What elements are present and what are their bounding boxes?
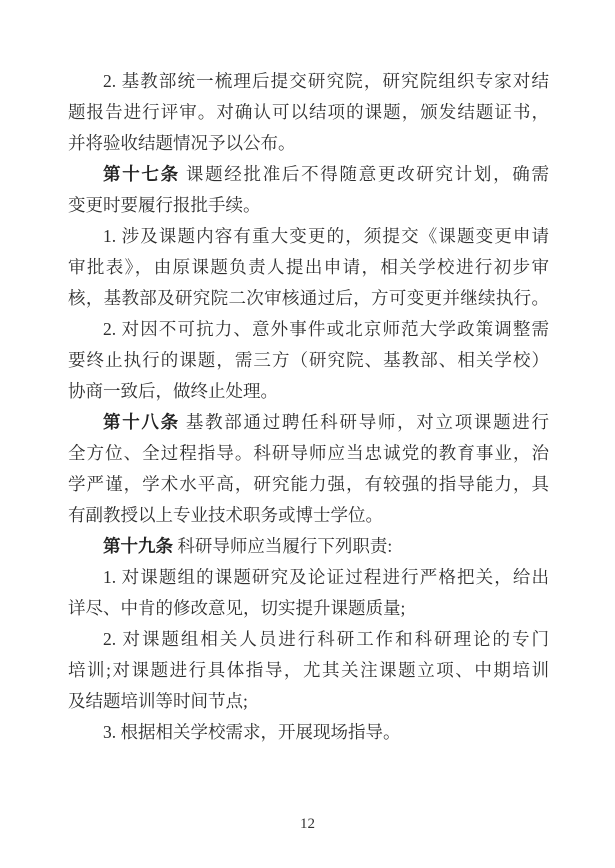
text-line-content: 详尽、中肯的修改意见，切实提升课题质量; (68, 598, 406, 618)
article-number: 第十八条 (103, 412, 180, 432)
text-line (68, 717, 549, 748)
text-line-content: 变更时要履行报批手续。 (68, 195, 261, 215)
text-line (68, 593, 549, 624)
text-line (68, 283, 549, 314)
text-line-content: 培训;对课题进行具体指导，尤其关注课题立项、中期培训 (68, 660, 549, 680)
text-line-content: 题报告进行评审。对确认可以结项的课题，颁发结题证书， (68, 102, 549, 122)
text-line-content: 科研导师应当履行下列职责: (173, 536, 393, 556)
text-line-content: 基教部通过聘任科研导师，对立项课题进行 (179, 412, 550, 432)
document-body (68, 66, 549, 748)
text-line-content: 2. 基教部统一梳理后提交研究院，研究院组织专家对结 (103, 71, 549, 91)
text-line-content: 全方位、全过程指导。科研导师应当忠诚党的教育事业，治 (68, 443, 549, 463)
text-line-content: 课题经批准后不得随意更改研究计划，确需 (179, 164, 550, 184)
text-line (68, 469, 549, 500)
text-line-content: 2. 对课题组相关人员进行科研工作和科研理论的专门 (103, 629, 549, 649)
article-number: 第十七条 (103, 164, 180, 184)
text-line-content: 并将验收结题情况予以公布。 (68, 133, 296, 153)
text-line-content: 审批表》，由原课题负责人提出申请，相关学校进行初步审 (68, 257, 549, 277)
text-line (68, 190, 549, 221)
text-line-content: 及结题培训等时间节点; (68, 691, 248, 711)
text-line (68, 655, 549, 686)
text-line-content: 有副教授以上专业技术职务或博士学位。 (68, 505, 383, 525)
text-line (68, 531, 549, 562)
text-line (68, 407, 549, 438)
text-line-content: 协商一致后，做终止处理。 (68, 381, 278, 401)
text-line-content: 2. 对因不可抗力、意外事件或北京师范大学政策调整需 (103, 319, 549, 339)
text-line (68, 314, 549, 345)
text-line (68, 686, 549, 717)
text-line (68, 66, 549, 97)
text-line (68, 345, 549, 376)
text-line (68, 624, 549, 655)
text-line-content: 核，基教部及研究院二次审核通过后，方可变更并继续执行。 (68, 288, 549, 308)
text-line (68, 252, 549, 283)
text-line-content: 要终止执行的课题，需三方（研究院、基教部、相关学校） (68, 350, 549, 370)
text-line (68, 128, 549, 159)
text-line (68, 500, 549, 531)
text-line-content: 学严谨，学术水平高，研究能力强，有较强的指导能力，具 (68, 474, 549, 494)
article-number: 第十九条 (103, 536, 173, 556)
text-line (68, 438, 549, 469)
text-line (68, 562, 549, 593)
text-line-content: 1. 对课题组的课题研究及论证过程进行严格把关，给出 (103, 567, 549, 587)
page-number: 12 (300, 816, 315, 832)
text-line (68, 221, 549, 252)
text-line (68, 97, 549, 128)
text-line-content: 1. 涉及课题内容有重大变更的，须提交《课题变更申请 (103, 226, 549, 246)
text-line (68, 376, 549, 407)
text-line-content: 3. 根据相关学校需求，开展现场指导。 (103, 722, 401, 742)
text-line (68, 159, 549, 190)
